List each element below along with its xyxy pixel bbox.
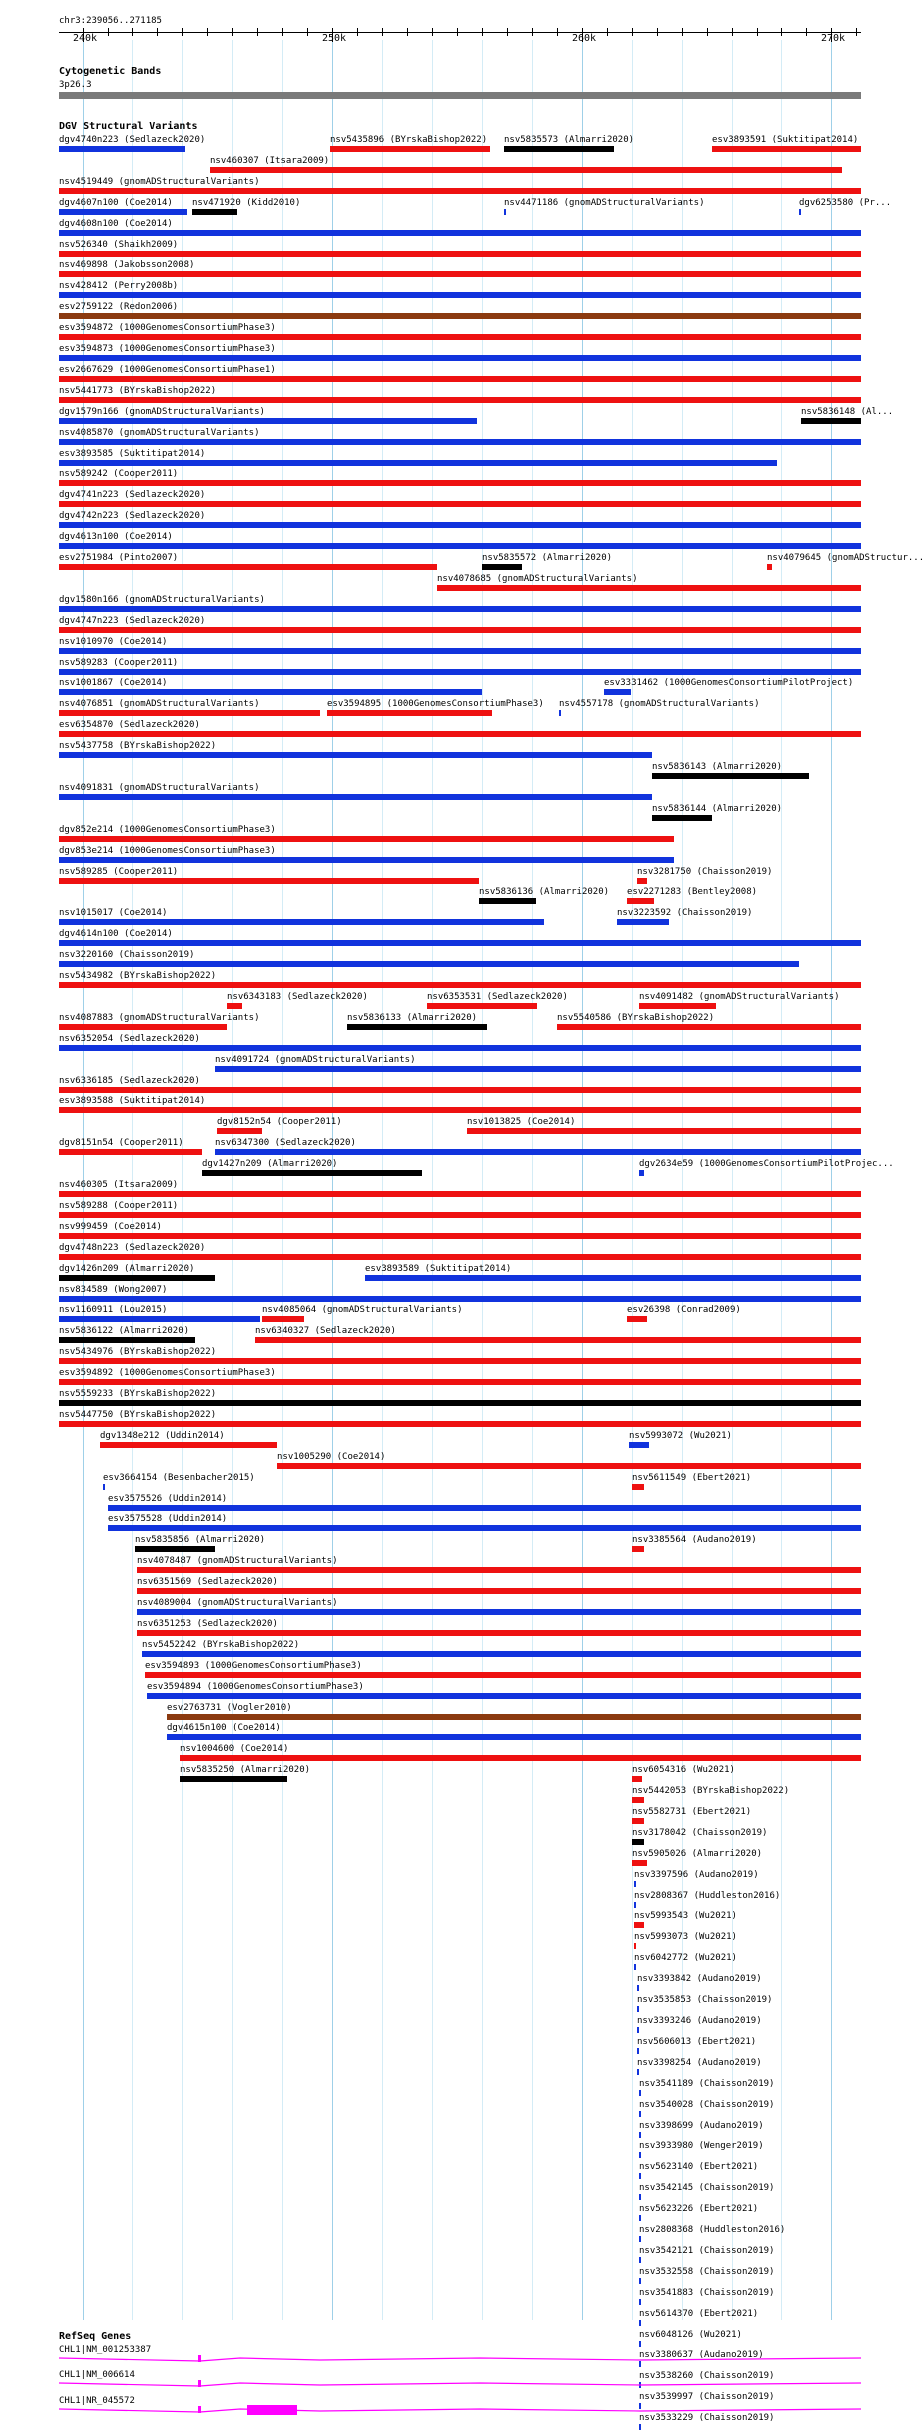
- sv-bar[interactable]: [59, 836, 674, 842]
- sv-bar[interactable]: [59, 1045, 861, 1051]
- sv-label: nsv3178042 (Chaisson2019): [632, 1828, 768, 1838]
- sv-bar[interactable]: [637, 2069, 639, 2075]
- axis-tick-label: 270k: [821, 33, 846, 44]
- sv-bar[interactable]: [634, 1902, 636, 1908]
- sv-bar[interactable]: [180, 1755, 861, 1761]
- sv-bar[interactable]: [59, 1254, 861, 1260]
- sv-bar[interactable]: [59, 1379, 861, 1385]
- sv-label: dgv1426n209 (Almarri2020): [59, 1264, 195, 1274]
- sv-bar[interactable]: [59, 1358, 861, 1364]
- sv-label: nsv3542121 (Chaisson2019): [639, 2246, 775, 2256]
- sv-bar[interactable]: [59, 1275, 215, 1281]
- sv-bar[interactable]: [59, 648, 861, 654]
- sv-bar[interactable]: [137, 1588, 861, 1594]
- sv-label: dgv4747n223 (Sedlazeck2020): [59, 616, 206, 626]
- sv-label: esv3664154 (Besenbacher2015): [103, 1473, 255, 1483]
- sv-label: nsv1005290 (Coe2014): [277, 1452, 386, 1462]
- refseq-gene-models[interactable]: [0, 2340, 890, 2423]
- sv-label: nsv5836122 (Almarri2020): [59, 1326, 190, 1336]
- sv-label: nsv4087883 (gnomADStructuralVariants): [59, 1013, 260, 1023]
- sv-bar[interactable]: [59, 731, 861, 737]
- sv-label: esv2271283 (Bentley2008): [627, 887, 758, 897]
- sv-label: nsv1015017 (Coe2014): [59, 908, 168, 918]
- sv-bar[interactable]: [59, 1024, 227, 1030]
- sv-label: nsv834589 (Wong2007): [59, 1285, 168, 1295]
- sv-label: dgv4607n100 (Coe2014): [59, 198, 173, 208]
- sv-label: esv2759122 (Redon2006): [59, 302, 179, 312]
- sv-label: nsv3223592 (Chaisson2019): [617, 908, 753, 918]
- sv-bar[interactable]: [59, 1233, 861, 1239]
- sv-label: dgv4742n223 (Sedlazeck2020): [59, 511, 206, 521]
- sv-label: nsv2808368 (Huddleston2016): [639, 2225, 786, 2235]
- cytoband-track-title: Cytogenetic Bands: [59, 66, 162, 77]
- sv-label: nsv999459 (Coe2014): [59, 1222, 162, 1232]
- sv-bar[interactable]: [59, 689, 482, 695]
- sv-label: nsv4557178 (gnomADStructuralVariants): [559, 699, 760, 709]
- cytoband-label: 3p26.3: [59, 80, 92, 90]
- sv-label: nsv6336185 (Sedlazeck2020): [59, 1076, 200, 1086]
- sv-bar[interactable]: [504, 146, 614, 152]
- sv-label: nsv6042772 (Wu2021): [634, 1953, 737, 1963]
- sv-label: dgv4614n100 (Coe2014): [59, 929, 173, 939]
- sv-bar[interactable]: [59, 710, 320, 716]
- sv-label: nsv4091831 (gnomADStructuralVariants): [59, 783, 260, 793]
- sv-label: nsv5836136 (Almarri2020): [479, 887, 610, 897]
- sv-label: nsv428412 (Perry2008b): [59, 281, 179, 291]
- sv-bar[interactable]: [137, 1609, 861, 1615]
- sv-bar[interactable]: [632, 1546, 644, 1552]
- sv-bar[interactable]: [632, 1839, 644, 1845]
- sv-label: esv3893588 (Suktitipat2014): [59, 1096, 206, 1106]
- sv-label: nsv3933980 (Wenger2019): [639, 2141, 764, 2151]
- sv-label: nsv3533229 (Chaisson2019): [639, 2413, 775, 2423]
- sv-label: nsv6048126 (Wu2021): [639, 2330, 742, 2340]
- sv-bar[interactable]: [479, 898, 536, 904]
- sv-label: nsv3380637 (Audano2019): [639, 2350, 764, 2360]
- sv-label: esv3594894 (1000GenomesConsortiumPhase3): [147, 1682, 364, 1692]
- sv-bar[interactable]: [59, 606, 861, 612]
- sv-label: nsv5836133 (Almarri2020): [347, 1013, 478, 1023]
- sv-bar[interactable]: [639, 2320, 641, 2326]
- sv-label: dgv4615n100 (Coe2014): [167, 1723, 281, 1733]
- sv-label: dgv4613n100 (Coe2014): [59, 532, 173, 542]
- sv-label: nsv5559233 (BYrskaBishop2022): [59, 1389, 217, 1399]
- sv-bar[interactable]: [327, 710, 492, 716]
- sv-bar[interactable]: [617, 919, 669, 925]
- sv-bar[interactable]: [634, 1881, 636, 1887]
- sv-label: nsv4085064 (gnomADStructuralVariants): [262, 1305, 463, 1315]
- sv-label: nsv5434976 (BYrskaBishop2022): [59, 1347, 217, 1357]
- sv-label: esv3594873 (1000GenomesConsortiumPhase3): [59, 344, 276, 354]
- sv-label: nsv5993543 (Wu2021): [634, 1911, 737, 1921]
- sv-label: nsv3535853 (Chaisson2019): [637, 1995, 773, 2005]
- sv-label: esv2751984 (Pinto2007): [59, 553, 179, 563]
- sv-label: nsv3397596 (Audano2019): [634, 1870, 759, 1880]
- sv-label: esv3893585 (Suktitipat2014): [59, 449, 206, 459]
- sv-label: nsv589283 (Cooper2011): [59, 658, 179, 668]
- transcript-line: [59, 2409, 861, 2412]
- sv-label: esv3575528 (Uddin2014): [108, 1514, 228, 1524]
- sv-label: dgv2634e59 (1000GenomesConsortiumPilotProjec...: [639, 1159, 894, 1169]
- sv-label: nsv4471186 (gnomADStructuralVariants): [504, 198, 705, 208]
- sv-bar[interactable]: [629, 1442, 649, 1448]
- sv-label: esv3893591 (Suktitipat2014): [712, 135, 859, 145]
- sv-bar[interactable]: [634, 1964, 636, 1970]
- sv-label: esv2667629 (1000GenomesConsortiumPhase1): [59, 365, 276, 375]
- sv-bar[interactable]: [639, 1170, 644, 1176]
- sv-bar[interactable]: [639, 2236, 641, 2242]
- sv-label: dgv1579n166 (gnomADStructuralVariants): [59, 407, 265, 417]
- refseq-transcript-label: CHL1|NR_045572: [59, 2396, 135, 2406]
- sv-bar[interactable]: [627, 1316, 647, 1322]
- sv-label: nsv1013825 (Coe2014): [467, 1117, 576, 1127]
- sv-bar[interactable]: [59, 188, 861, 194]
- sv-bar[interactable]: [639, 2299, 641, 2305]
- sv-bar[interactable]: [347, 1024, 487, 1030]
- sv-bar[interactable]: [59, 439, 861, 445]
- sv-bar[interactable]: [59, 857, 674, 863]
- sv-bar[interactable]: [59, 334, 861, 340]
- sv-label: nsv3532558 (Chaisson2019): [639, 2267, 775, 2277]
- sv-label: nsv5835572 (Almarri2020): [482, 553, 613, 563]
- sv-bar[interactable]: [59, 543, 861, 549]
- sv-bar[interactable]: [108, 1525, 861, 1531]
- sv-label: esv26398 (Conrad2009): [627, 1305, 741, 1315]
- sv-bar[interactable]: [108, 1505, 861, 1511]
- sv-label: nsv469898 (Jakobsson2008): [59, 260, 195, 270]
- sv-bar[interactable]: [652, 773, 809, 779]
- transcript-line: [59, 2383, 861, 2386]
- sv-bar[interactable]: [637, 2006, 639, 2012]
- sv-label: nsv5905026 (Almarri2020): [632, 1849, 763, 1859]
- sv-bar[interactable]: [59, 1191, 861, 1197]
- sv-bar[interactable]: [652, 815, 712, 821]
- exon: [198, 2406, 201, 2413]
- sv-label: esv3575526 (Uddin2014): [108, 1494, 228, 1504]
- sv-label: nsv2808367 (Huddleston2016): [634, 1891, 781, 1901]
- sv-label: dgv4748n223 (Sedlazeck2020): [59, 1243, 206, 1253]
- sv-bar[interactable]: [639, 2194, 641, 2200]
- sv-label: nsv4519449 (gnomADStructuralVariants): [59, 177, 260, 187]
- sv-label: nsv1010970 (Coe2014): [59, 637, 168, 647]
- sv-label: dgv1348e212 (Uddin2014): [100, 1431, 225, 1441]
- sv-label: nsv589285 (Cooper2011): [59, 867, 179, 877]
- axis-tick-label: 260k: [572, 33, 597, 44]
- sv-label: nsv5447750 (BYrskaBishop2022): [59, 1410, 217, 1420]
- sv-label: nsv5836148 (Al...: [801, 407, 894, 417]
- sv-label: dgv4741n223 (Sedlazeck2020): [59, 490, 206, 500]
- sv-label: nsv3393246 (Audano2019): [637, 2016, 762, 2026]
- sv-bar[interactable]: [180, 1776, 287, 1782]
- sv-label: dgv4740n223 (Sedlazeck2020): [59, 135, 206, 145]
- sv-bar[interactable]: [504, 209, 506, 215]
- sv-bar[interactable]: [639, 2173, 641, 2179]
- sv-bar[interactable]: [59, 627, 861, 633]
- sv-bar[interactable]: [634, 1922, 644, 1928]
- sv-label: nsv3393842 (Audano2019): [637, 1974, 762, 1984]
- dgv-track-title: DGV Structural Variants: [59, 121, 198, 132]
- sv-bar[interactable]: [639, 2132, 641, 2138]
- sv-label: nsv5835856 (Almarri2020): [135, 1535, 266, 1545]
- sv-label: dgv8151n54 (Cooper2011): [59, 1138, 184, 1148]
- sv-bar[interactable]: [167, 1714, 861, 1720]
- sv-label: nsv3538260 (Chaisson2019): [639, 2371, 775, 2381]
- sv-bar[interactable]: [59, 564, 437, 570]
- sv-label: esv3893589 (Suktitipat2014): [365, 1264, 512, 1274]
- sv-bar[interactable]: [192, 209, 237, 215]
- sv-bar[interactable]: [427, 1003, 537, 1009]
- sv-bar[interactable]: [639, 2215, 641, 2221]
- sv-label: nsv3220160 (Chaisson2019): [59, 950, 195, 960]
- sv-label: nsv3281750 (Chaisson2019): [637, 867, 773, 877]
- sv-bar[interactable]: [437, 585, 861, 591]
- refseq-transcript-label: CHL1|NM_001253387: [59, 2345, 152, 2355]
- sv-bar[interactable]: [210, 167, 842, 173]
- sv-bar[interactable]: [767, 564, 772, 570]
- sv-bar[interactable]: [59, 961, 799, 967]
- sv-bar[interactable]: [59, 355, 861, 361]
- exon: [198, 2380, 201, 2387]
- sv-label: nsv5582731 (Ebert2021): [632, 1807, 752, 1817]
- sv-label: nsv5435896 (BYrskaBishop2022): [330, 135, 488, 145]
- sv-label: nsv1004600 (Coe2014): [180, 1744, 289, 1754]
- sv-bar[interactable]: [557, 1024, 861, 1030]
- sv-label: nsv5442053 (BYrskaBishop2022): [632, 1786, 790, 1796]
- sv-label: nsv6340327 (Sedlazeck2020): [255, 1326, 396, 1336]
- sv-label: nsv5835250 (Almarri2020): [180, 1765, 311, 1775]
- sv-bar[interactable]: [637, 2027, 639, 2033]
- sv-bar[interactable]: [59, 940, 861, 946]
- sv-bar[interactable]: [639, 2278, 641, 2284]
- sv-label: nsv6351253 (Sedlazeck2020): [137, 1619, 278, 1629]
- sv-label: dgv8152n54 (Cooper2011): [217, 1117, 342, 1127]
- sv-bar[interactable]: [59, 878, 479, 884]
- sv-bar[interactable]: [799, 209, 801, 215]
- sv-bar[interactable]: [801, 418, 861, 424]
- sv-bar[interactable]: [103, 1484, 105, 1490]
- sv-bar[interactable]: [59, 1316, 260, 1322]
- sv-label: esv3594872 (1000GenomesConsortiumPhase3): [59, 323, 276, 333]
- sv-label: nsv6347300 (Sedlazeck2020): [215, 1138, 356, 1148]
- sv-bar[interactable]: [147, 1693, 861, 1699]
- axis-tick-label: 250k: [322, 33, 347, 44]
- sv-label: nsv460307 (Itsara2009): [210, 156, 330, 166]
- sv-label: esv3594895 (1000GenomesConsortiumPhase3): [327, 699, 544, 709]
- sv-bar[interactable]: [637, 2048, 639, 2054]
- sv-label: esv3594892 (1000GenomesConsortiumPhase3): [59, 1368, 276, 1378]
- exon: [247, 2405, 297, 2415]
- sv-label: dgv6253580 (Pr...: [799, 198, 892, 208]
- sv-bar[interactable]: [59, 460, 777, 466]
- exon: [198, 2355, 201, 2362]
- sv-bar[interactable]: [627, 898, 654, 904]
- sv-label: dgv852e214 (1000GenomesConsortiumPhase3): [59, 825, 276, 835]
- sv-bar[interactable]: [634, 1943, 636, 1949]
- sv-bar[interactable]: [59, 522, 861, 528]
- sv-label: nsv5836143 (Almarri2020): [652, 762, 783, 772]
- sv-label: nsv5437758 (BYrskaBishop2022): [59, 741, 217, 751]
- sv-bar[interactable]: [639, 2090, 641, 2096]
- sv-label: nsv3541883 (Chaisson2019): [639, 2288, 775, 2298]
- sv-label: nsv5836144 (Almarri2020): [652, 804, 783, 814]
- sv-bar[interactable]: [145, 1672, 861, 1678]
- sv-label: nsv5623226 (Ebert2021): [639, 2204, 759, 2214]
- sv-bar[interactable]: [227, 1003, 242, 1009]
- sv-label: nsv3542145 (Chaisson2019): [639, 2183, 775, 2193]
- sv-bar[interactable]: [59, 669, 861, 675]
- sv-bar[interactable]: [59, 752, 652, 758]
- sv-bar[interactable]: [215, 1149, 861, 1155]
- sv-label: nsv3539997 (Chaisson2019): [639, 2392, 775, 2402]
- sv-bar[interactable]: [215, 1066, 861, 1072]
- sv-label: dgv1580n166 (gnomADStructuralVariants): [59, 595, 265, 605]
- sv-bar[interactable]: [59, 1296, 861, 1302]
- sv-bar[interactable]: [59, 146, 185, 152]
- sv-bar[interactable]: [262, 1316, 304, 1322]
- refseq-track-title: RefSeq Genes: [59, 2331, 132, 2342]
- sv-bar[interactable]: [604, 689, 631, 695]
- sv-label: nsv5835573 (Almarri2020): [504, 135, 635, 145]
- sv-label: esv6354870 (Sedlazeck2020): [59, 720, 200, 730]
- sv-label: nsv6351569 (Sedlazeck2020): [137, 1577, 278, 1587]
- sv-bar[interactable]: [167, 1734, 861, 1740]
- sv-bar[interactable]: [632, 1776, 642, 1782]
- sv-bar[interactable]: [59, 1400, 861, 1406]
- sv-bar[interactable]: [100, 1442, 277, 1448]
- sv-bar[interactable]: [59, 230, 861, 236]
- sv-label: nsv4089004 (gnomADStructuralVariants): [137, 1598, 338, 1608]
- sv-bar[interactable]: [639, 2257, 641, 2263]
- sv-label: nsv3540028 (Chaisson2019): [639, 2100, 775, 2110]
- sv-label: dgv853e214 (1000GenomesConsortiumPhase3): [59, 846, 276, 856]
- sv-label: nsv4085870 (gnomADStructuralVariants): [59, 428, 260, 438]
- sv-bar[interactable]: [637, 1985, 639, 1991]
- sv-bar[interactable]: [639, 2111, 641, 2117]
- sv-bar[interactable]: [59, 1337, 195, 1343]
- sv-bar[interactable]: [137, 1630, 861, 1636]
- sv-bar[interactable]: [59, 209, 187, 215]
- sv-bar[interactable]: [255, 1337, 861, 1343]
- sv-label: nsv4079645 (gnomADStructur...: [767, 553, 924, 563]
- sv-bar[interactable]: [59, 501, 861, 507]
- sv-bar[interactable]: [632, 1484, 644, 1490]
- sv-label: nsv5623140 (Ebert2021): [639, 2162, 759, 2172]
- sv-bar[interactable]: [712, 146, 861, 152]
- sv-bar[interactable]: [59, 919, 544, 925]
- refseq-transcript-label: CHL1|NM_006614: [59, 2370, 135, 2380]
- sv-bar[interactable]: [137, 1567, 861, 1573]
- sv-label: nsv5611549 (Ebert2021): [632, 1473, 752, 1483]
- sv-bar[interactable]: [639, 2152, 641, 2158]
- sv-label: nsv6353531 (Sedlazeck2020): [427, 992, 568, 1002]
- sv-bar[interactable]: [59, 397, 861, 403]
- sv-label: nsv5434982 (BYrskaBishop2022): [59, 971, 217, 981]
- sv-label: nsv4076851 (gnomADStructuralVariants): [59, 699, 260, 709]
- sv-bar[interactable]: [330, 146, 490, 152]
- sv-bar[interactable]: [59, 251, 861, 257]
- sv-bar[interactable]: [59, 271, 861, 277]
- sv-label: nsv5452242 (BYrskaBishop2022): [142, 1640, 300, 1650]
- sv-label: nsv5614370 (Ebert2021): [639, 2309, 759, 2319]
- sv-bar[interactable]: [59, 794, 652, 800]
- sv-label: nsv589242 (Cooper2011): [59, 469, 179, 479]
- sv-bar[interactable]: [467, 1128, 861, 1134]
- sv-label: nsv4078685 (gnomADStructuralVariants): [437, 574, 638, 584]
- sv-bar[interactable]: [59, 1107, 861, 1113]
- sv-bar[interactable]: [59, 480, 861, 486]
- cytoband-bar[interactable]: [59, 92, 861, 99]
- sv-bar[interactable]: [365, 1275, 861, 1281]
- sv-label: nsv5540586 (BYrskaBishop2022): [557, 1013, 715, 1023]
- sv-bar[interactable]: [59, 313, 861, 319]
- sv-label: nsv1160911 (Lou2015): [59, 1305, 168, 1315]
- sv-label: dgv1427n209 (Almarri2020): [202, 1159, 338, 1169]
- sv-bar[interactable]: [632, 1818, 644, 1824]
- sv-bar[interactable]: [632, 1797, 644, 1803]
- sv-bar[interactable]: [202, 1170, 422, 1176]
- sv-bar[interactable]: [59, 1087, 861, 1093]
- sv-bar[interactable]: [59, 1421, 861, 1427]
- sv-label: nsv3541189 (Chaisson2019): [639, 2079, 775, 2089]
- sv-label: esv2763731 (Vogler2010): [167, 1703, 292, 1713]
- sv-label: nsv5993072 (Wu2021): [629, 1431, 732, 1441]
- sv-label: nsv6054316 (Wu2021): [632, 1765, 735, 1775]
- sv-label: nsv3398699 (Audano2019): [639, 2121, 764, 2131]
- sv-label: nsv3398254 (Audano2019): [637, 2058, 762, 2068]
- sv-label: esv3331462 (1000GenomesConsortiumPilotProject): [604, 678, 854, 688]
- sv-bar[interactable]: [639, 1003, 716, 1009]
- transcript-line: [59, 2358, 861, 2361]
- sv-bar[interactable]: [142, 1651, 861, 1657]
- sv-label: nsv4091482 (gnomADStructuralVariants): [639, 992, 840, 1002]
- sv-label: nsv1001867 (Coe2014): [59, 678, 168, 688]
- sv-label: nsv3385564 (Audano2019): [632, 1535, 757, 1545]
- sv-label: nsv460305 (Itsara2009): [59, 1180, 179, 1190]
- sv-label: nsv6352054 (Sedlazeck2020): [59, 1034, 200, 1044]
- sv-label: esv3594893 (1000GenomesConsortiumPhase3): [145, 1661, 362, 1671]
- sv-label: nsv589288 (Cooper2011): [59, 1201, 179, 1211]
- sv-label: dgv4608n100 (Coe2014): [59, 219, 173, 229]
- sv-bar[interactable]: [559, 710, 561, 716]
- sv-bar[interactable]: [639, 2424, 641, 2430]
- sv-label: nsv526340 (Shaikh2009): [59, 240, 179, 250]
- sv-bar[interactable]: [59, 376, 861, 382]
- sv-label: nsv4078487 (gnomADStructuralVariants): [137, 1556, 338, 1566]
- sv-bar[interactable]: [277, 1463, 861, 1469]
- sv-label: nsv5993073 (Wu2021): [634, 1932, 737, 1942]
- sv-bar[interactable]: [135, 1546, 215, 1552]
- sv-bar[interactable]: [59, 418, 477, 424]
- sv-bar[interactable]: [217, 1128, 262, 1134]
- sv-bar[interactable]: [59, 982, 861, 988]
- sv-bar[interactable]: [482, 564, 522, 570]
- sv-label: nsv5441773 (BYrskaBishop2022): [59, 386, 217, 396]
- sv-label: nsv4091724 (gnomADStructuralVariants): [215, 1055, 416, 1065]
- sv-bar[interactable]: [632, 1860, 647, 1866]
- sv-label: nsv5606013 (Ebert2021): [637, 2037, 757, 2047]
- sv-bar[interactable]: [59, 1212, 861, 1218]
- sv-bar[interactable]: [637, 878, 647, 884]
- sv-label: nsv6343183 (Sedlazeck2020): [227, 992, 368, 1002]
- location-label: chr3:239056..271185: [59, 16, 162, 26]
- sv-bar[interactable]: [59, 292, 861, 298]
- sv-label: nsv471920 (Kidd2010): [192, 198, 301, 208]
- axis-tick-label: 240k: [73, 33, 98, 44]
- sv-bar[interactable]: [59, 1149, 202, 1155]
